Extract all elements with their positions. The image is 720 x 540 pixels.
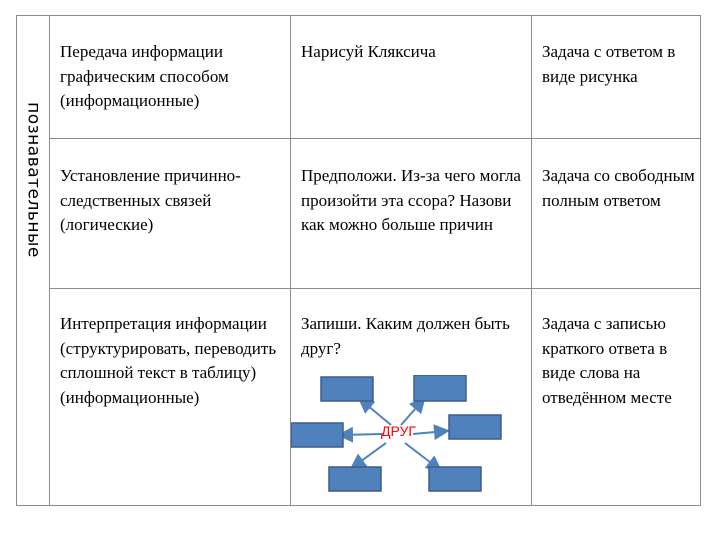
cell-text: Передача информации графическим способом (информационные) (60, 42, 229, 110)
cell-skill (50, 289, 291, 506)
arrow (353, 443, 386, 467)
empty-box (449, 415, 501, 439)
cell-text: Задача со свободным полным ответом (542, 166, 695, 210)
table-row (17, 16, 701, 139)
task-table (16, 15, 701, 506)
side-label: познавательные (23, 102, 44, 258)
arrow (361, 400, 391, 425)
friend-diagram-graphic (291, 375, 511, 505)
cell-task (291, 16, 532, 139)
table-row (17, 289, 701, 506)
empty-box (291, 423, 343, 447)
empty-box (429, 467, 481, 491)
empty-box (329, 467, 381, 491)
side-label-cell (17, 16, 50, 506)
cell-task (291, 139, 532, 289)
cell-type (532, 16, 701, 139)
arrow (405, 443, 439, 469)
cell-type (532, 139, 701, 289)
cell-text: Интерпретация информации (структурировать, переводить сплошной текст в таблицу) (информационные) (60, 314, 277, 407)
cell-text: Предположи. Из-за чего могла произойти эта ссора? Назови как можно больше причин (301, 166, 521, 234)
cell-text: Запиши. Каким должен быть друг? (301, 314, 510, 358)
arrow (413, 431, 446, 434)
empty-box (321, 377, 373, 401)
cell-text: Задача с ответом в виде рисунка (542, 42, 676, 86)
center-word: ДРУГ (381, 423, 416, 439)
cell-text: Нарисуй Кляксича (301, 42, 436, 61)
cell-skill (50, 16, 291, 139)
arrow (401, 400, 423, 425)
cell-skill (50, 139, 291, 289)
cell-text: Задача с записью краткого ответа в виде слова на отведённом месте (542, 314, 672, 407)
empty-box (414, 375, 466, 401)
cell-text: Установление причинно-следственных связей (логические) (60, 166, 241, 234)
table-row (17, 139, 701, 289)
cell-type (532, 289, 701, 506)
arrow (341, 434, 383, 435)
cell-task (291, 289, 532, 506)
friend-diagram (291, 375, 511, 505)
